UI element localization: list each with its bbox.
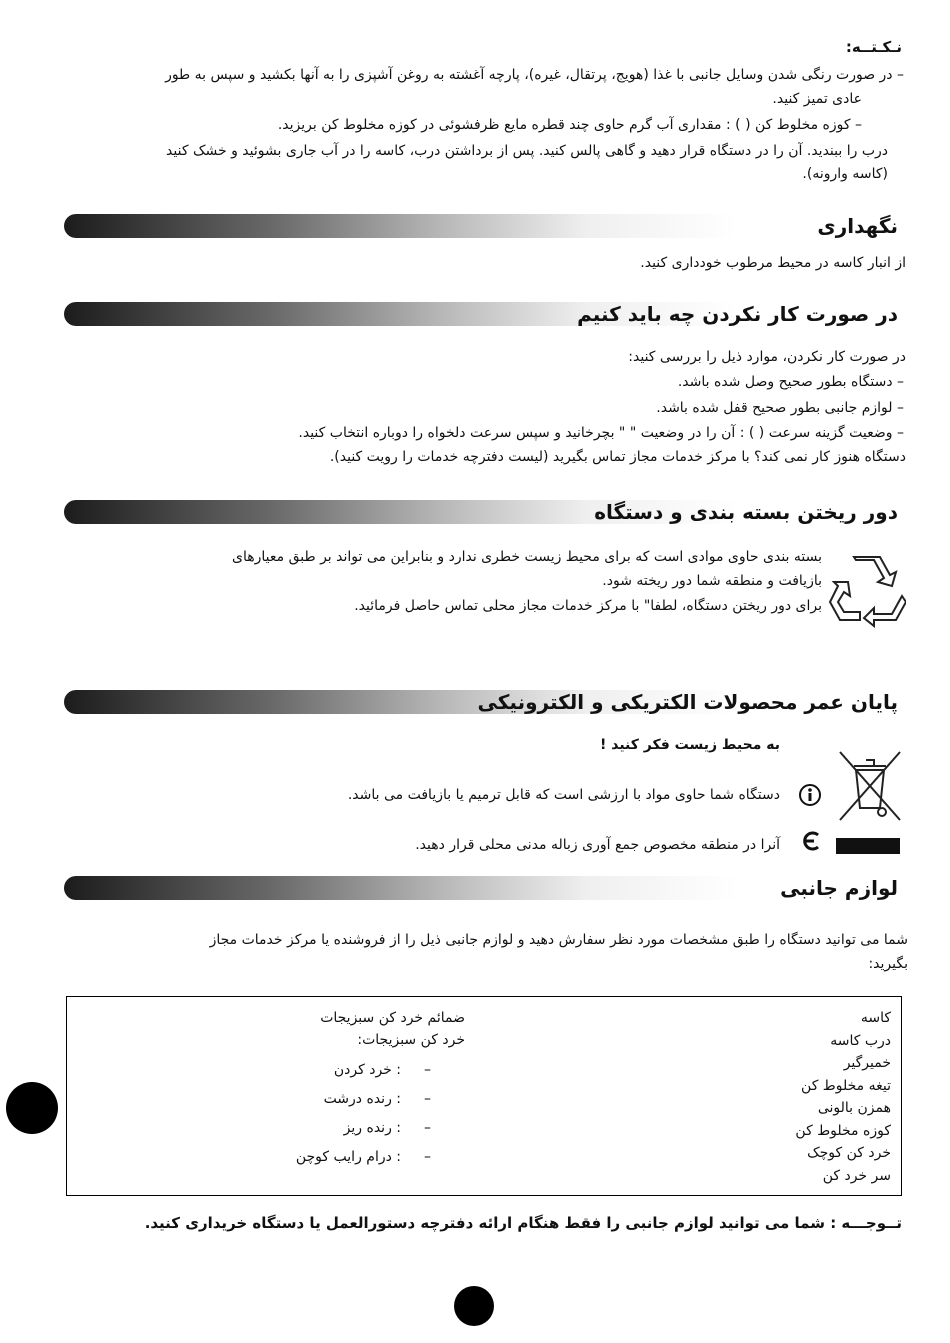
storage-text: از انبار کاسه در محیط مرطوب خودداری کنید.	[640, 255, 906, 271]
list-item-dash: –	[424, 1120, 431, 1136]
list-item: خمیرگیر	[843, 1055, 891, 1071]
trouble-header-bar	[64, 302, 906, 326]
note-line-1: – در صورت رنگی شدن وسایل جانبی با غذا (هویج، پرتقال، غیره)، پارچه آغشته به روغن آشپزی را به آنها بکشید و سپس به طور	[165, 67, 904, 83]
accessories-right-list	[795, 1007, 891, 1187]
recycle-icon	[826, 552, 906, 628]
note-line-3: – کوزه مخلوط کن ( ) : مقداری آب گرم حاوی چند قطره مایع ظرفشوئی در کوزه مخلوط کن بریزید.	[277, 117, 862, 133]
weee-line-1: دستگاه شما حاوی مواد با ارزشی است که قابل ترمیم یا بازیافت می باشد.	[347, 787, 780, 803]
trouble-footer: دستگاه هنوز کار نمی کند؟ با مرکز خدمات مجاز تماس بگیرید (لیست دفترچه خدمات را رویت کنید).	[329, 449, 906, 465]
accessories-header-bar	[64, 876, 906, 900]
list-item-dash: –	[424, 1062, 431, 1078]
purchase-notice: تــوجـــه : شما می توانید لوازم جانبی را فقط هنگام ارائه دفترچه دستورالعمل یا دستگاه خریداری کنید.	[144, 1214, 902, 1232]
weee-subtitle: به محیط زیست فکر کنید !	[599, 737, 780, 753]
trouble-item-1: – دستگاه بطور صحیح وصل شده باشد.	[677, 374, 904, 390]
disposal-line-3: برای دور ریختن دستگاه، لطفا" با مرکز خدمات مجاز محلی تماس حاصل فرمائید.	[354, 598, 822, 614]
list-item-dash: –	[424, 1091, 431, 1107]
weee-black-bar	[836, 838, 900, 854]
accessories-line-1: شما می توانید دستگاه را طبق مشخصات مورد نظر سفارش دهید و لوازم جانبی ذیل را از فروشنده یا مرکز خدمات مجاز	[209, 932, 908, 948]
trouble-item-3: – وضعیت گزینه سرعت ( ) : آن را در وضعیت " " بچرخانید و سپس سرعت دلخواه را دوباره انتخاب کنید.	[298, 425, 904, 441]
storage-title: نگهداری	[817, 214, 898, 238]
list-item: کوزه مخلوط کن	[795, 1122, 891, 1139]
accessories-title: لوازم جانبی	[780, 876, 898, 900]
trouble-title: در صورت کار نکردن چه باید کنیم	[577, 302, 898, 326]
disposal-line-1: بسته بندی حاوی موادی است که برای محیط زیست خطری ندارد و بنابراین می تواند بر طبق معیارهای	[232, 549, 822, 565]
weee-title: پایان عمر محصولات الکتریکی و الکترونیکی	[477, 690, 898, 714]
list-item: همزن بالونی	[817, 1100, 891, 1116]
accessories-left-head-1: ضمائم خرد کن سبزیجات	[320, 1010, 465, 1026]
list-item: : رنده ریز	[343, 1120, 401, 1136]
list-item: : درام رایب کوچن	[295, 1149, 401, 1165]
list-item: کاسه	[860, 1010, 891, 1026]
list-item: خرد کن کوچک	[807, 1145, 891, 1161]
weee-line-2: آنرا در منطقه مخصوص جمع آوری زباله مدنی محلی قرار دهید.	[415, 837, 780, 853]
storage-header-bar	[64, 214, 906, 238]
list-item-dash: –	[424, 1149, 431, 1165]
info-icon	[798, 783, 822, 807]
return-arrow-icon	[800, 830, 822, 852]
disposal-header-bar	[64, 500, 906, 524]
list-item: سر خرد کن	[822, 1167, 891, 1184]
note-line-2: عادی تمیز کنید.	[772, 91, 862, 107]
crossed-bin-icon	[836, 750, 904, 822]
accessories-line-2: بگیرید:	[868, 956, 908, 972]
accessories-box	[66, 996, 902, 1196]
trouble-intro: در صورت کار نکردن، موارد ذیل را بررسی کنید:	[628, 349, 906, 365]
accessories-left-head-2: خرد کن سبزیجات:	[357, 1032, 465, 1048]
weee-header-bar	[64, 690, 906, 714]
page-number-circle	[454, 1286, 494, 1326]
side-tab-circle	[6, 1082, 58, 1134]
note-line-5: (کاسه وارونه).	[802, 166, 888, 182]
list-item: تیغه مخلوط کن	[801, 1077, 891, 1094]
list-item: : خرد کردن	[333, 1062, 401, 1078]
note-line-4: درب را ببندید. آن را در دستگاه قرار دهید و گاهی پالس کنید. پس از برداشتن درب، کاسه را در آب جاری بشوئید و خشک کنید	[166, 143, 888, 159]
trouble-item-2: – لوازم جانبی بطور صحیح قفل شده باشد.	[656, 400, 904, 416]
note-heading: نـکـتــه:	[845, 38, 902, 56]
disposal-line-2: بازیافت و منطقه شما دور ریخته شود.	[602, 573, 822, 589]
disposal-title: دور ریختن بسته بندی و دستگاه	[594, 500, 898, 524]
list-item: درب کاسه	[830, 1032, 891, 1049]
list-item: : رنده درشت	[323, 1091, 401, 1107]
